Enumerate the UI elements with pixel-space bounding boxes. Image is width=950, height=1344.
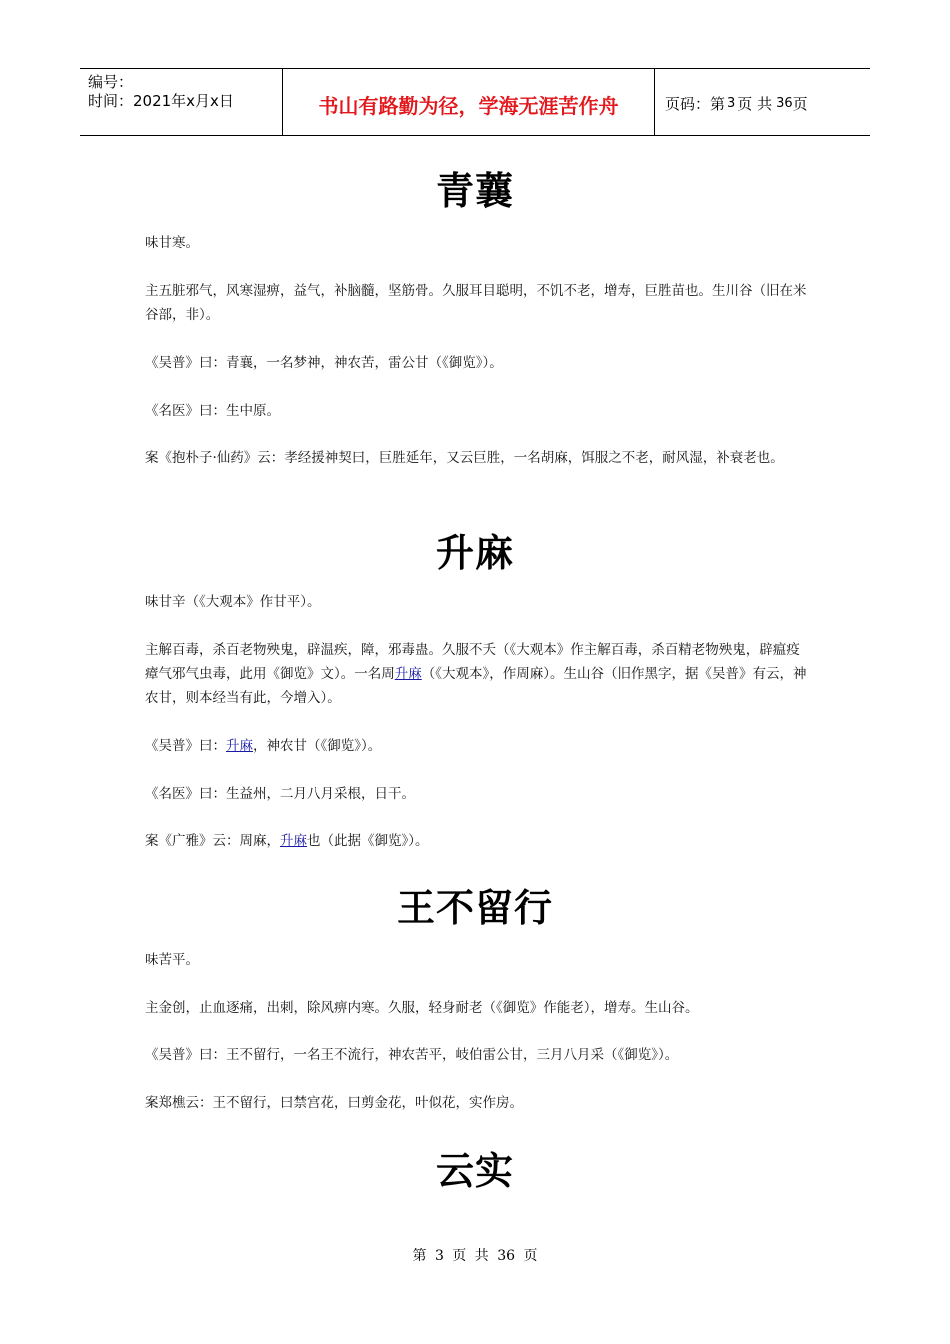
paragraph: 味甘寒。: [145, 235, 199, 251]
paragraph: 《吴普》曰：王不留行，一名王不流行，神农苦平，岐伯雷公甘，三月八月采（《御览》）。: [145, 1047, 679, 1063]
section-title-shengma: 升麻: [435, 531, 514, 575]
page-total: 36: [776, 95, 793, 111]
section-title-qingxiang: 青蘘: [435, 169, 514, 213]
paragraph: [145, 638, 810, 710]
paragraph: [145, 829, 810, 853]
section-title-wangbuliuxing: 王不留行: [396, 886, 553, 930]
page-header: [80, 68, 870, 136]
shengma-link[interactable]: 升麻: [226, 738, 253, 754]
page-current: 3: [727, 95, 736, 111]
paragraph: 《名医》曰：生益州，二月八月采根，日干。: [145, 786, 415, 802]
shengma-link[interactable]: 升麻: [280, 833, 307, 849]
header-page-info: [655, 69, 870, 135]
paragraph: 《吴普》曰：青襄，一名梦神，神农苦，雷公甘（《御览》）。: [145, 355, 503, 371]
paragraph: 案郑樵云：王不留行，曰禁宫花，曰剪金花，叶似花，实作房。: [145, 1095, 523, 1111]
page-footer: 第 3 页 共 36 页: [412, 1248, 538, 1264]
page-end: 页: [792, 94, 808, 113]
paragraph: 案《抱朴子·仙药》云：孝经援神契曰，巨胜延年，又云巨胜，一名胡麻，饵服之不老，耐风湿，补衰老也。: [145, 450, 784, 466]
paragraph-text: ，神农甘（《御览》）。: [253, 738, 382, 754]
paragraph: 主五脏邪气，风寒湿痹，益气，补脑髓，坚筋骨。久服耳目聪明，不饥不老，增寿，巨胜苗也。生川谷（旧在米谷部，非）。: [145, 283, 807, 323]
page-label: 页码：第: [665, 94, 726, 113]
number-label: 编号：: [88, 73, 134, 91]
page-mid: 页 共: [737, 94, 773, 113]
paragraph: 《名医》曰：生中原。: [145, 403, 280, 419]
paragraph-text: 案《广雅》云：周麻，: [145, 833, 280, 849]
paragraph-text: 《吴普》曰：: [145, 738, 226, 754]
header-motto: 书山有路勤为径，学海无涯苦作舟: [282, 69, 655, 135]
paragraph-text: 也（此据《御览》）。: [307, 833, 429, 849]
paragraph: 主金创，止血逐痛，出刺，除风痹内寒。久服，轻身耐老（《御览》作能老），增寿。生山谷。: [145, 1000, 699, 1016]
paragraph-text: 主解百毒，杀百老物殃鬼，辟温疾，障，邪毒蛊。久服不夭（《大观本》作主解百毒，杀百精老物殃鬼，辟瘟疫瘴气邪气虫毒，此用《御览》文）。一名周: [145, 642, 800, 682]
time-label: 时间：2021年x月x日: [88, 92, 234, 110]
paragraph-text: （《大观本》，作周麻）。生山谷（旧作黑字，据《吴普》有云，神农甘，则本经当有此，今增入）。: [145, 666, 807, 706]
paragraph: 味苦平。: [145, 952, 199, 968]
header-meta: [80, 69, 282, 135]
paragraph: [145, 734, 810, 758]
shengma-link[interactable]: 升麻: [394, 666, 422, 682]
section-title-yunshi: 云实: [435, 1149, 514, 1193]
paragraph: 味甘辛（《大观本》作甘平）。: [145, 594, 321, 610]
